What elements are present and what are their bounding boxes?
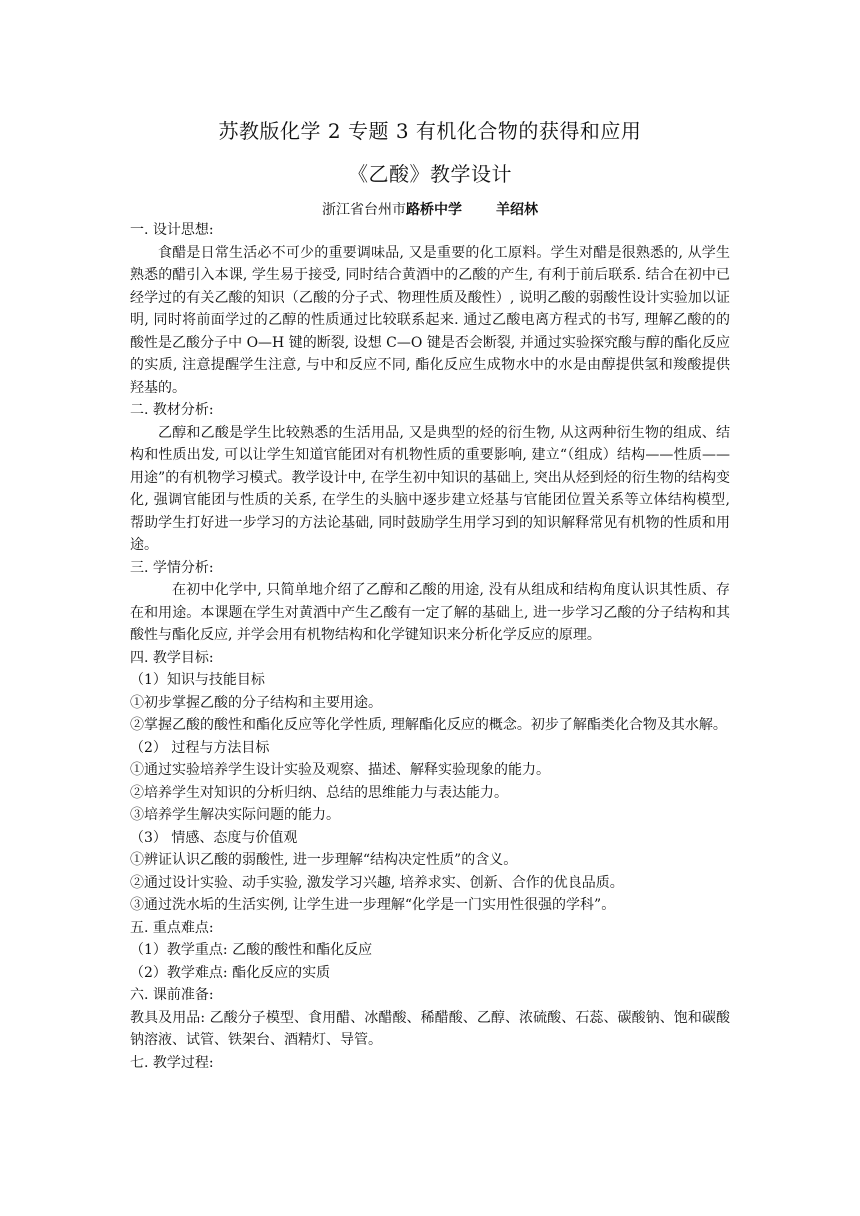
objective-item: ③培养学生解决实际问题的能力。 — [130, 807, 340, 823]
key-point-item: （1）教学重点: 乙酸的酸性和酯化反应 — [130, 942, 373, 958]
objective-subheading-process: （2） 过程与方法目标 — [130, 739, 270, 756]
section-text-student-analysis: 在初中化学中, 只简单地介绍了乙醇和乙酸的用途, 没有从组成和结构角度认识其性质、存在和用途。本课题在学生对黄酒中产生乙酸有一定了解的基础上, 进一步学习乙酸的分子结构和其酸性与酯化反应, 并学会用有机物结构和化学键知识来分析化学反应的原理。 — [130, 582, 730, 643]
section-text-material-analysis: 乙醇和乙酸是学生比较熟悉的生活用品, 又是典型的烃的衍生物, 从这两种衍生物的组成、结构和性质出发, 可以让学生知道官能团对有机物性质的重要影响, 建立“（组成）结构——性质——用途”的有机物学习模式。教学设计中, 在学生初中知识的基础上, 突出从烃到烃的衍生物的结构变化, 强调官能团与性质的关系, 在学生的头脑中逐步建立烃基与官能团位置关系等立体结构模型, 帮助学生打好进一步学习的方法论基础, 同时鼓励学生用学习到的知识解释常见有机物的性质和用途。 — [130, 424, 730, 553]
objective-item: ①初步掌握乙酸的分子结构和主要用途。 — [130, 694, 382, 711]
section-heading-objectives: 四. 教学目标: — [130, 649, 214, 666]
author-school: 路桥中学 — [406, 202, 462, 218]
objective-item: ①辨证认识乙酸的弱酸性, 进一步理解“结构决定性质”的含义。 — [130, 852, 518, 868]
document-body — [130, 219, 730, 1074]
objective-item: ①通过实验培养学生设计实验及观察、描述、解释实验现象的能力。 — [130, 762, 550, 778]
section-heading-preparation: 六. 课前准备: — [130, 987, 214, 1003]
section-heading-material-analysis: 二. 教材分析: — [130, 402, 214, 418]
section-heading-teaching-process: 七. 教学过程: — [130, 1054, 214, 1071]
objective-item: ③通过洗水垢的生活实例, 让学生进一步理解“化学是一门实用性很强的学科”。 — [130, 897, 616, 913]
document-title: 苏教版化学 2 专题 3 有机化合物的获得和应用 — [218, 119, 642, 143]
author-line — [0, 199, 860, 219]
section-text-design-idea: 食醋是日常生活必不可少的重要调味品, 又是重要的化工原料。学生对醋是很熟悉的, 从学生熟悉的醋引入本课, 学生易于接受, 同时结合黄酒中的乙酸的产生, 有利于前后联系. 结合在初中已经学过的有关乙酸的知识（乙酸的分子式、物理性质及酸性）, 说明乙酸的弱酸性设计实验加以证明, 同时将前面学过的乙醇的性质通过比较联系起来. 通过乙酸电离方程式的书写, 理解乙酸的的酸性是乙酸分子中 O—H 键的断裂, 设想 C—O 键是否会断裂, 并通过实验探究酸与醇的酯化反应的实质, 注意提醒学生注意, 与中和反应不同, 酯化反应生成物水中的水是由醇提供氢和羧酸提供羟基的。 — [130, 244, 730, 396]
section-heading-student-analysis: 三. 学情分析: — [130, 559, 214, 576]
section-text-preparation: 教具及用品: 乙酸分子模型、食用醋、冰醋酸、稀醋酸、乙醇、浓硫酸、石蕊、碳酸钠、饱和碳酸钠溶液、试管、铁架台、酒精灯、导管。 — [130, 1009, 730, 1048]
objective-subheading-knowledge: （1）知识与技能目标 — [130, 672, 265, 688]
author-name: 羊绍林 — [496, 202, 538, 218]
objective-item: ②培养学生对知识的分析归纳、总结的思维能力与表达能力。 — [130, 784, 508, 801]
objective-item: ②掌握乙酸的酸性和酯化反应等化学性质, 理解酯化反应的概念。初步了解酯类化合物及其水解。 — [130, 717, 727, 733]
document-subtitle: 《乙酸》教学设计 — [348, 162, 512, 186]
author-location: 浙江省台州市 — [322, 202, 406, 218]
objective-item: ②通过设计实验、动手实验, 激发学习兴趣, 培养求实、创新、合作的优良品质。 — [130, 874, 624, 891]
section-heading-design-idea: 一. 设计思想: — [130, 222, 214, 238]
section-heading-key-points: 五. 重点难点: — [130, 919, 214, 936]
objective-subheading-values: （3） 情感、态度与价值观 — [130, 829, 298, 846]
key-point-item: （2）教学难点: 酯化反应的实质 — [130, 964, 331, 981]
